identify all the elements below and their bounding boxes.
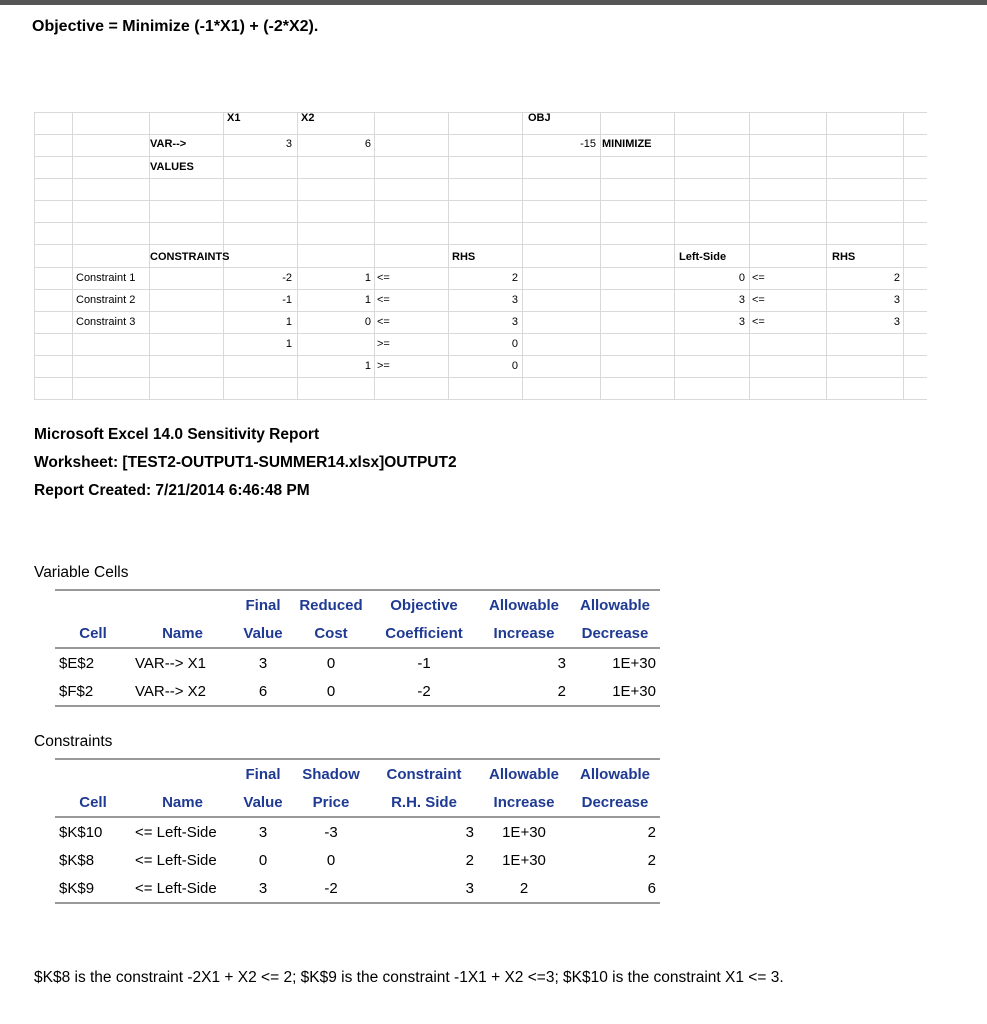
- header-obj: OBJ: [528, 112, 551, 124]
- left-operator: <=: [752, 294, 765, 306]
- rhs-value: 3: [511, 294, 518, 306]
- rhs-header: RHS: [452, 251, 476, 263]
- coef-x1: 1: [285, 316, 292, 328]
- minimize-label: MINIMIZE: [602, 138, 652, 150]
- col-allowable-inc: Allowable: [478, 759, 570, 788]
- rhs-header-2: RHS: [832, 251, 856, 263]
- constraint-note: $K$8 is the constraint -2X1 + X2 <= 2; $K$9 is the constraint -1X1 + X2 <=3; $K$10 is the constraint X1 <= 3.: [34, 969, 784, 986]
- table-row: $E$2 VAR--> X1 3 0 -1 3 1E+30: [59, 654, 656, 672]
- report-worksheet: Worksheet: [TEST2-OUTPUT1-SUMMER14.xlsx]OUTPUT2: [34, 454, 457, 471]
- col-decrease: Decrease: [570, 619, 660, 648]
- coef-x1: -1: [282, 294, 292, 306]
- operator: <=: [377, 316, 390, 328]
- col-final: Final: [234, 759, 292, 788]
- left-side-header: Left-Side: [679, 251, 727, 263]
- col-increase: Increase: [478, 619, 570, 648]
- obj-value: -15: [580, 138, 596, 150]
- left-operator: <=: [752, 272, 765, 284]
- var-label: VAR-->: [150, 138, 187, 150]
- rhs2-value: 2: [893, 272, 900, 284]
- operator: >=: [377, 360, 390, 372]
- table-header-row: [55, 619, 660, 648]
- col-rh-side: R.H. Side: [370, 788, 478, 817]
- coef-x2: 1: [364, 360, 371, 372]
- constraints-table: [55, 758, 660, 904]
- top-border: [0, 0, 987, 5]
- left-side-value: 0: [738, 272, 745, 284]
- col-value: Value: [234, 788, 292, 817]
- col-cell: Cell: [55, 788, 131, 817]
- col-final: Final: [234, 590, 292, 619]
- variable-cells-table: [55, 589, 660, 707]
- coef-x1: 1: [285, 338, 292, 350]
- constraint-name: Constraint 1: [76, 272, 136, 284]
- operator: >=: [377, 338, 390, 350]
- coef-x2: 1: [364, 272, 371, 284]
- coef-x1: -2: [282, 272, 292, 284]
- constraints-title: Constraints: [34, 733, 113, 750]
- col-allowable-dec: Allowable: [570, 590, 660, 619]
- col-coefficient: Coefficient: [370, 619, 478, 648]
- rhs2-value: 3: [893, 316, 900, 328]
- table-row: $F$2 VAR--> X2 6 0 -2 2 1E+30: [55, 677, 660, 706]
- report-created: Report Created: 7/21/2014 6:46:48 PM: [34, 482, 310, 499]
- table-header-row: [55, 590, 660, 619]
- table-row: $K$10 <= Left-Side 3 -3 3 1E+30 2: [59, 823, 656, 841]
- col-decrease: Decrease: [570, 788, 660, 817]
- constraints-label: CONSTRAINTS: [150, 251, 230, 263]
- col-value: Value: [234, 619, 292, 648]
- col-objective: Objective: [370, 590, 478, 619]
- coef-x2: 1: [364, 294, 371, 306]
- col-reduced: Reduced: [292, 590, 370, 619]
- constraint-name: Constraint 2: [76, 294, 136, 306]
- constraint-name: Constraint 3: [76, 316, 136, 328]
- x2-value: 6: [364, 138, 371, 150]
- coef-x2: 0: [364, 316, 371, 328]
- x1-value: 3: [285, 138, 292, 150]
- header-x1: X1: [227, 112, 241, 124]
- rhs-value: 0: [511, 338, 518, 350]
- report-title: Microsoft Excel 14.0 Sensitivity Report: [34, 426, 320, 443]
- col-name: Name: [131, 788, 234, 817]
- left-side-value: 3: [738, 294, 745, 306]
- col-allowable-dec: Allowable: [570, 759, 660, 788]
- left-operator: <=: [752, 316, 765, 328]
- col-shadow: Shadow: [292, 759, 370, 788]
- table-row: $K$9 <= Left-Side 3 -2 3 2 6: [55, 874, 660, 903]
- left-side-value: 3: [738, 316, 745, 328]
- rhs2-value: 3: [893, 294, 900, 306]
- col-increase: Increase: [478, 788, 570, 817]
- col-allowable-inc: Allowable: [478, 590, 570, 619]
- col-cost: Cost: [292, 619, 370, 648]
- header-x2: X2: [301, 112, 315, 124]
- table-header-row: [55, 759, 660, 788]
- spreadsheet-grid: [34, 112, 927, 400]
- operator: <=: [377, 294, 390, 306]
- operator: <=: [377, 272, 390, 284]
- table-row: $K$8 <= Left-Side 0 0 2 1E+30 2: [59, 851, 656, 869]
- objective-heading: Objective = Minimize (-1*X1) + (-2*X2).: [32, 18, 319, 35]
- col-cell: Cell: [55, 619, 131, 648]
- col-name: Name: [131, 619, 234, 648]
- rhs-value: 3: [511, 316, 518, 328]
- rhs-value: 2: [511, 272, 518, 284]
- rhs-value: 0: [511, 360, 518, 372]
- variable-cells-title: Variable Cells: [34, 564, 129, 581]
- table-header-row: [55, 788, 660, 817]
- col-constraint: Constraint: [370, 759, 478, 788]
- col-price: Price: [292, 788, 370, 817]
- values-label: VALUES: [150, 161, 194, 173]
